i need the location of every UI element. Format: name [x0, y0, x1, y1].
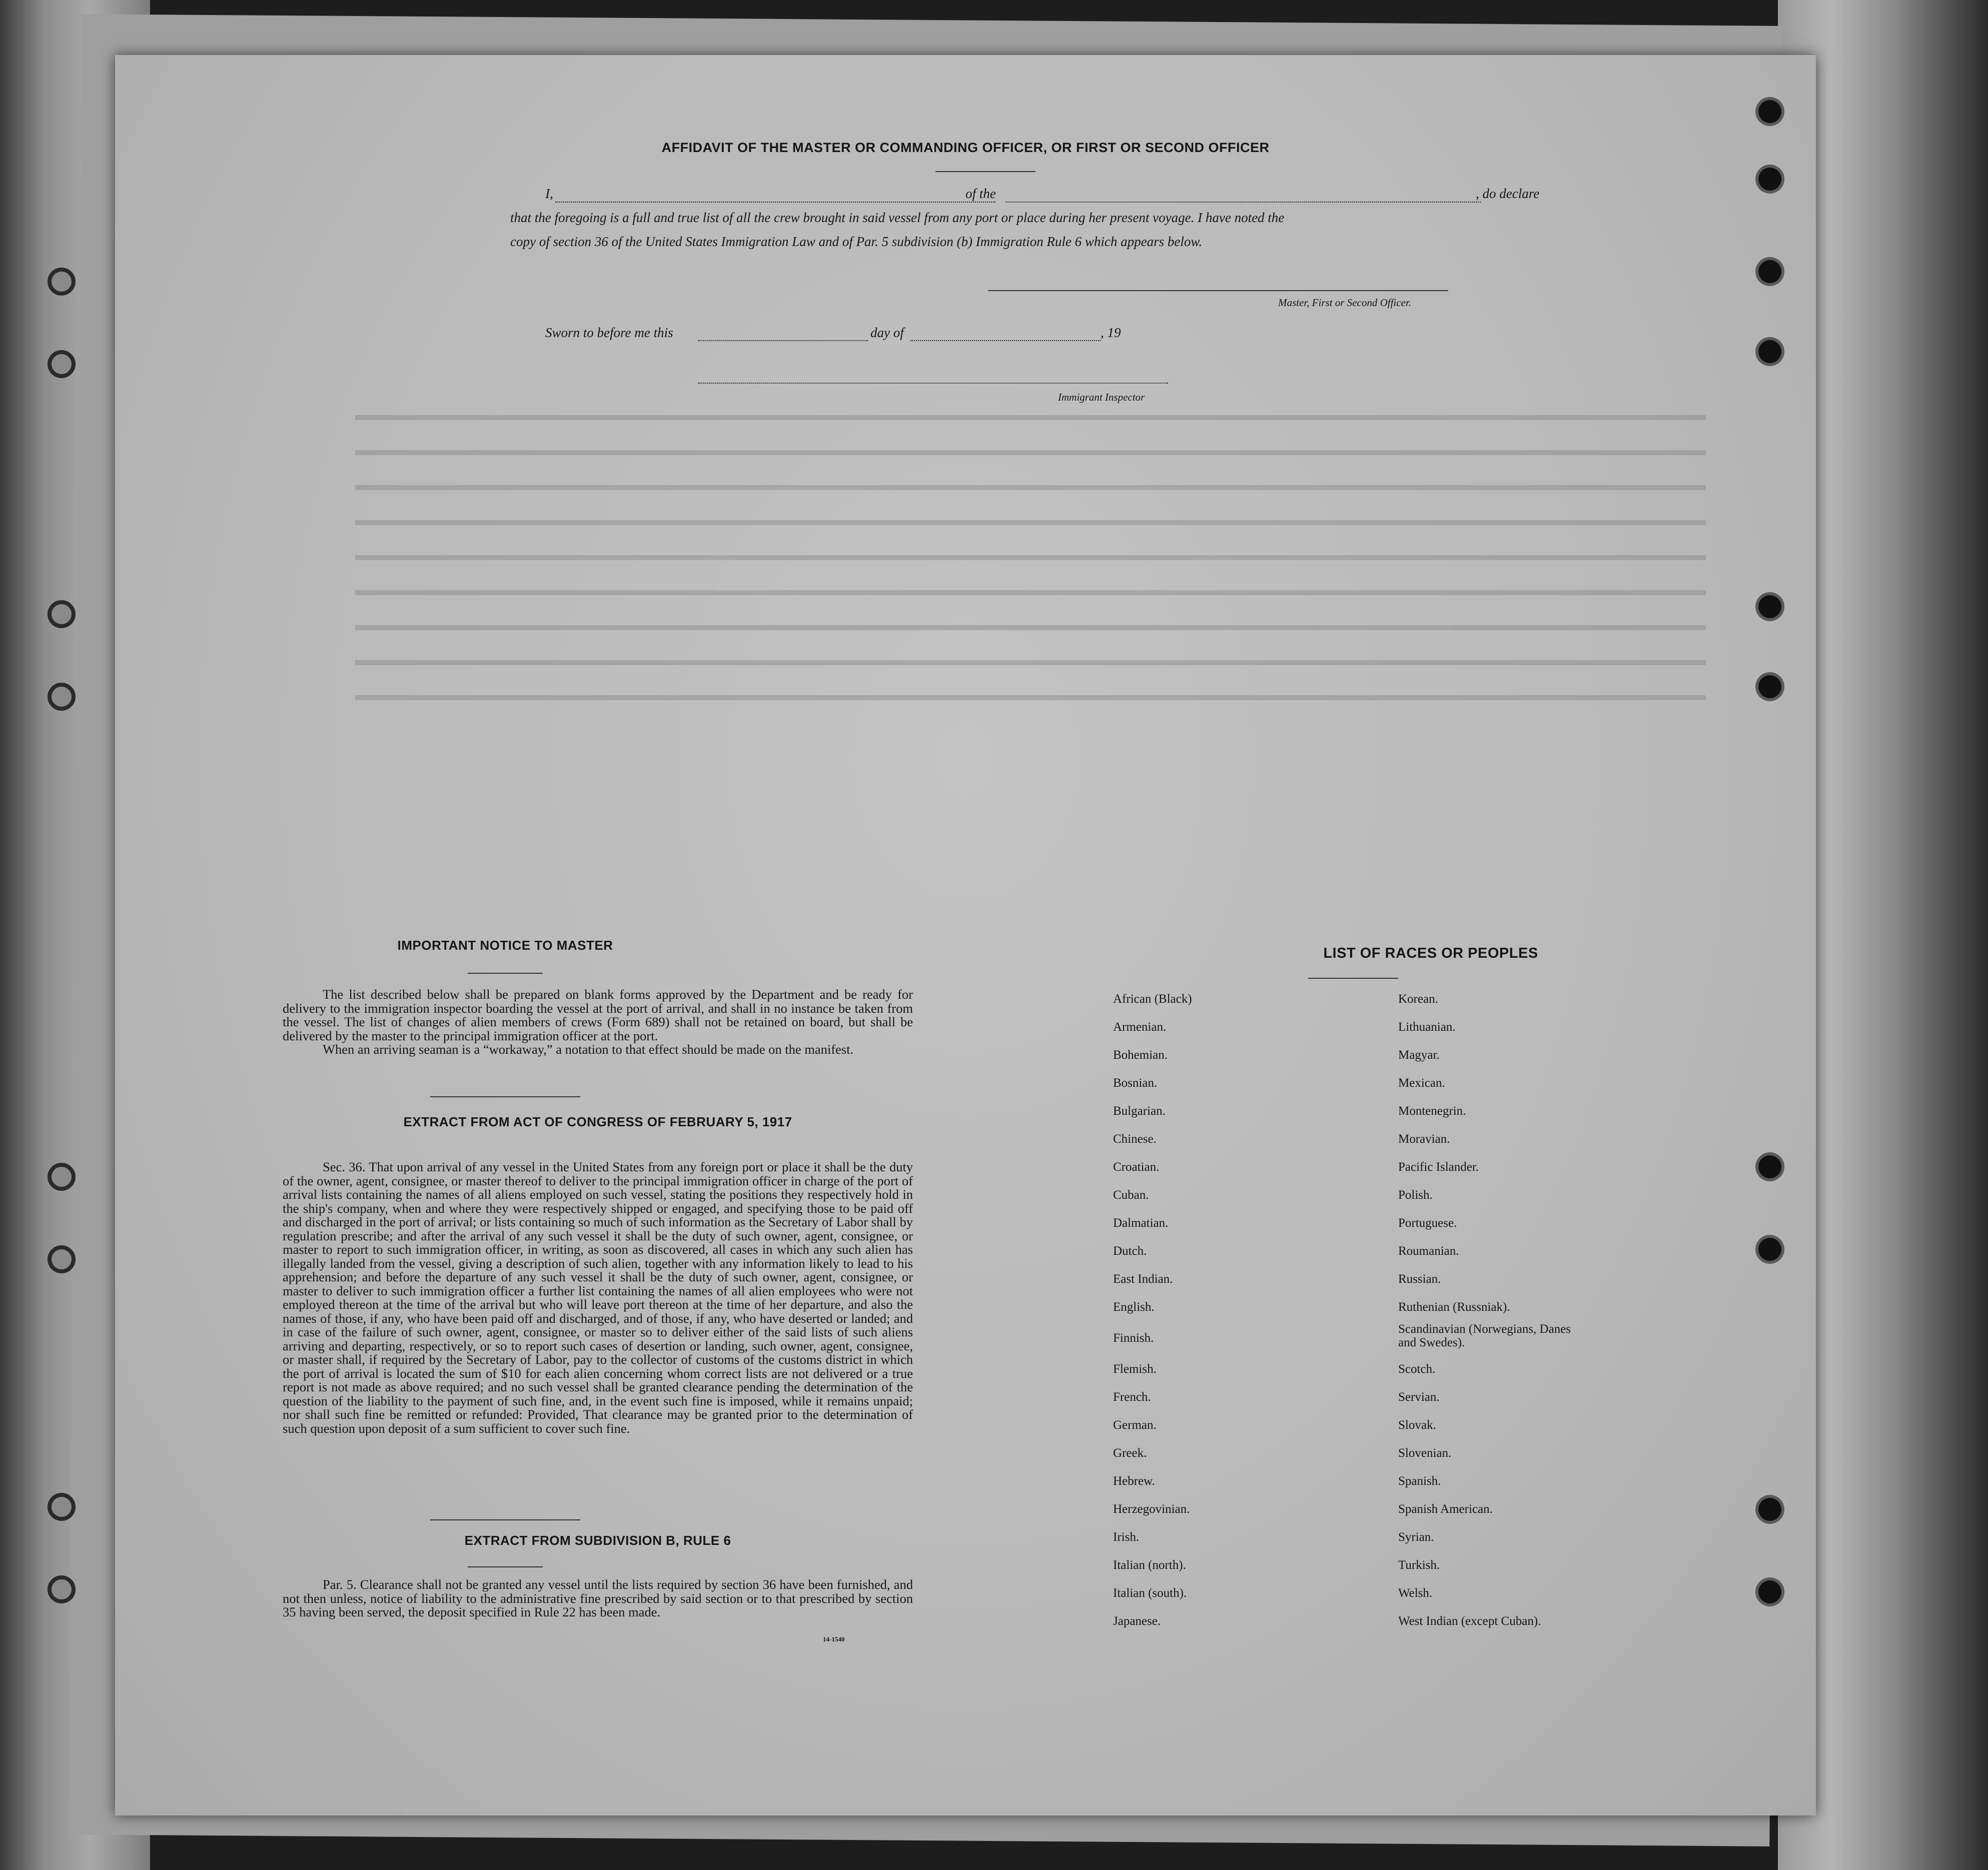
sworn-day-blank[interactable]: [698, 340, 868, 341]
bleed-through-line: [355, 415, 1706, 420]
officer-signature-line[interactable]: [988, 290, 1448, 291]
bleed-through-line: [355, 520, 1706, 525]
affidavit-i-label: I,: [545, 186, 553, 201]
inspector-signature-line[interactable]: [698, 383, 1168, 384]
day-of-label: day of: [870, 325, 904, 340]
race-item: Pacific Islander.: [1398, 1160, 1479, 1174]
race-item: Russian.: [1398, 1272, 1441, 1286]
sworn-month-blank[interactable]: [910, 340, 1101, 341]
punch-hole: [1758, 100, 1781, 123]
bleed-through-line: [355, 485, 1706, 490]
race-item: Armenian.: [1113, 1020, 1167, 1034]
punch-hole: [1758, 260, 1781, 283]
race-item: English.: [1113, 1300, 1155, 1314]
race-item: Polish.: [1398, 1188, 1433, 1202]
race-item: Ruthenian (Russniak).: [1398, 1300, 1510, 1314]
name-blank[interactable]: [555, 202, 996, 203]
binder-ring: [48, 1163, 76, 1191]
punch-hole: [1758, 1498, 1781, 1521]
race-item: Flemish.: [1113, 1362, 1157, 1376]
binder-ring: [48, 1493, 76, 1521]
year-prefix: , 19: [1101, 325, 1121, 340]
race-item: Scotch.: [1398, 1362, 1436, 1376]
race-item: Bulgarian.: [1113, 1104, 1166, 1118]
race-item: Roumanian.: [1398, 1244, 1459, 1258]
form-number: 14-1540: [823, 1635, 845, 1643]
section-divider: [430, 1096, 580, 1097]
race-item: Herzegovinian.: [1113, 1502, 1190, 1516]
race-item: African (Black): [1113, 992, 1192, 1006]
race-item: Dutch.: [1113, 1244, 1147, 1258]
races-column-2: [1398, 985, 1678, 1635]
affidavit-line-3: copy of section 36 of the United States Immigration Law and of Par. 5 subdivision (b) Immigration Rule 6 which appears below.: [510, 234, 1203, 249]
punch-hole: [1758, 168, 1781, 191]
binder-ring: [48, 268, 76, 296]
race-item: Syrian.: [1398, 1530, 1434, 1544]
inspector-caption: Immigrant Inspector: [1058, 391, 1145, 403]
race-item: Finnish.: [1113, 1331, 1154, 1345]
binder-ring: [48, 1575, 76, 1603]
binder-ring: [48, 683, 76, 711]
race-item: Lithuanian.: [1398, 1020, 1456, 1034]
bleed-through-line: [355, 590, 1706, 595]
notice-body: [283, 988, 913, 1057]
bleed-through-line: [355, 660, 1706, 665]
races-title: LIST OF RACES OR PEOPLES: [1323, 945, 1538, 961]
race-item: West Indian (except Cuban).: [1398, 1614, 1541, 1628]
punch-hole: [1758, 1580, 1781, 1603]
race-item: Spanish American.: [1398, 1502, 1493, 1516]
form-page: [115, 55, 1816, 1815]
affidavit-of-the-label: of the: [965, 186, 996, 201]
rule-divider: [468, 1566, 543, 1567]
sworn-label: Sworn to before me this: [545, 325, 673, 340]
title-divider: [935, 171, 1036, 172]
section-divider: [430, 1519, 580, 1520]
binder-ring: [48, 350, 76, 378]
races-divider: [1308, 978, 1398, 979]
race-item: Scandinavian (Norwegians, Danes and Swedes).: [1398, 1322, 1571, 1349]
race-item: Mexican.: [1398, 1076, 1445, 1090]
race-item: Moravian.: [1398, 1132, 1450, 1146]
notice-title: IMPORTANT NOTICE TO MASTER: [397, 938, 613, 953]
race-item: Greek.: [1113, 1446, 1147, 1460]
notice-divider: [468, 973, 543, 974]
affidavit-title: AFFIDAVIT OF THE MASTER OR COMMANDING OFFICER, OR FIRST OR SECOND OFFICER: [661, 140, 1270, 155]
rule-extract-body: [283, 1578, 913, 1619]
rule-extract-title: EXTRACT FROM SUBDIVISION B, RULE 6: [464, 1533, 731, 1548]
par-5-text: Par. 5. Clearance shall not be granted any vessel until the lists required by section 36 have been furnished, and not then unless, notice of liability to the administrative fine prescribed by said section or to that prescribed by section 35 having been served, the deposit specified in Rule 22 has been made.: [283, 1577, 913, 1619]
race-item: German.: [1113, 1418, 1157, 1432]
race-item: Cuban.: [1113, 1188, 1149, 1202]
affidavit-line-2: that the foregoing is a full and true list of all the crew brought in said vessel from any port or place during her present voyage. I have noted the: [510, 210, 1285, 225]
race-item: Turkish.: [1398, 1558, 1440, 1572]
race-item: Korean.: [1398, 992, 1438, 1006]
notice-paragraph-1: The list described below shall be prepared on blank forms approved by the Department and be ready for delivery to the immigration inspector boarding the vessel at the port of arrival, and shall in no instance be taken from the vessel. The list of changes of alien members of crews (Form 689) shall not be retained on board, but shall be delivered by the master to the principal immigration officer at the port.: [283, 987, 913, 1043]
section-36-text: Sec. 36. That upon arrival of any vessel in the United States from any foreign port or place it shall be the duty of the owner, agent, consignee, or master thereof to deliver to the principal immigration officer in charge of the port of arrival lists containing the names of all aliens employed on such vessel, stating the positions they respectively hold in the ship's company, when and where they were respectively shipped or engaged, and specifying those to be paid off and discharged in the port of arrival; or lists containing so much of such information as the Secretary of Labor shall by regulation prescribe; and after the arrival of any such vessel it shall be the duty of such owner, agent, consignee, or master to report to such immigration officer, in writing, as soon as discovered, all cases in which any such alien has illegally landed from the vessel, giving a description of such alien, together with any information likely to lead to his apprehension; and before the departure of any such vessel it shall be the duty of such owner, agent, consignee, or master to deliver to such immigration officer a further list containing the names of all alien employees who were not employed thereon at the time of the arrival but who will leave port thereon at the time of her departure, and also the names of those, if any, who have been paid off and discharged, and of those, if any, who have deserted or landed; and in case of the failure of such owner, agent, consignee, or master so to deliver either of the said lists of such aliens arriving and departing, respectively, or so to report such cases of desertion or landing, such owner, agent, consignee, or master shall, if required by the Secretary of Labor, pay to the collector of customs of the customs district in which the port of arrival is located the sum of $10 for each alien concerning whom correct lists are not delivered or a true report is not made as above required; and no such vessel shall be granted clearance pending the determination of the question of the liability to the payment of such fine, and, in the event such fine is imposed, while it remains unpaid; nor shall such fine be remitted or refunded: Provided, That clearance may be granted prior to the determination of such question upon deposit of a sum sufficient to cover such fine.: [283, 1159, 913, 1436]
race-item: Italian (north).: [1113, 1558, 1186, 1572]
race-item: Servian.: [1398, 1390, 1440, 1404]
race-item: Portuguese.: [1398, 1216, 1457, 1230]
race-item: Spanish.: [1398, 1474, 1441, 1488]
binder-ring: [48, 1245, 76, 1273]
race-item: Magyar.: [1398, 1048, 1440, 1062]
punch-hole: [1758, 340, 1781, 363]
bleed-through-line: [355, 625, 1706, 630]
race-item: Slovenian.: [1398, 1446, 1452, 1460]
race-item: Montenegrin.: [1398, 1104, 1466, 1118]
race-item: Japanese.: [1113, 1614, 1161, 1628]
punch-hole: [1758, 595, 1781, 618]
binder-ring: [48, 600, 76, 628]
vessel-blank[interactable]: [1006, 202, 1481, 203]
race-item: Hebrew.: [1113, 1474, 1155, 1488]
do-declare-text: , do declare: [1476, 186, 1540, 201]
race-item: Bosnian.: [1113, 1076, 1158, 1090]
punch-hole: [1758, 675, 1781, 698]
bleed-through-line: [355, 450, 1706, 455]
bleed-through-line: [355, 555, 1706, 560]
act-extract-title: EXTRACT FROM ACT OF CONGRESS OF FEBRUARY 5, 1917: [403, 1114, 792, 1129]
officer-caption: Master, First or Second Officer.: [1278, 297, 1411, 309]
race-item: Italian (south).: [1113, 1586, 1187, 1600]
race-item: Dalmatian.: [1113, 1216, 1169, 1230]
race-item: Irish.: [1113, 1530, 1140, 1544]
race-item: Chinese.: [1113, 1132, 1157, 1146]
bleed-through-line: [355, 695, 1706, 700]
punch-hole: [1758, 1238, 1781, 1261]
races-column-1: [1113, 985, 1373, 1635]
act-extract-body: [283, 1160, 913, 1435]
race-item: French.: [1113, 1390, 1151, 1404]
punch-hole: [1758, 1155, 1781, 1178]
race-item: Croatian.: [1113, 1160, 1160, 1174]
race-item: East Indian.: [1113, 1272, 1173, 1286]
notice-paragraph-2: When an arriving seaman is a “workaway,” a notation to that effect should be made on the manifest.: [323, 1042, 854, 1057]
race-item: Slovak.: [1398, 1418, 1436, 1432]
race-item: Welsh.: [1398, 1586, 1433, 1600]
race-item: Bohemian.: [1113, 1048, 1168, 1062]
